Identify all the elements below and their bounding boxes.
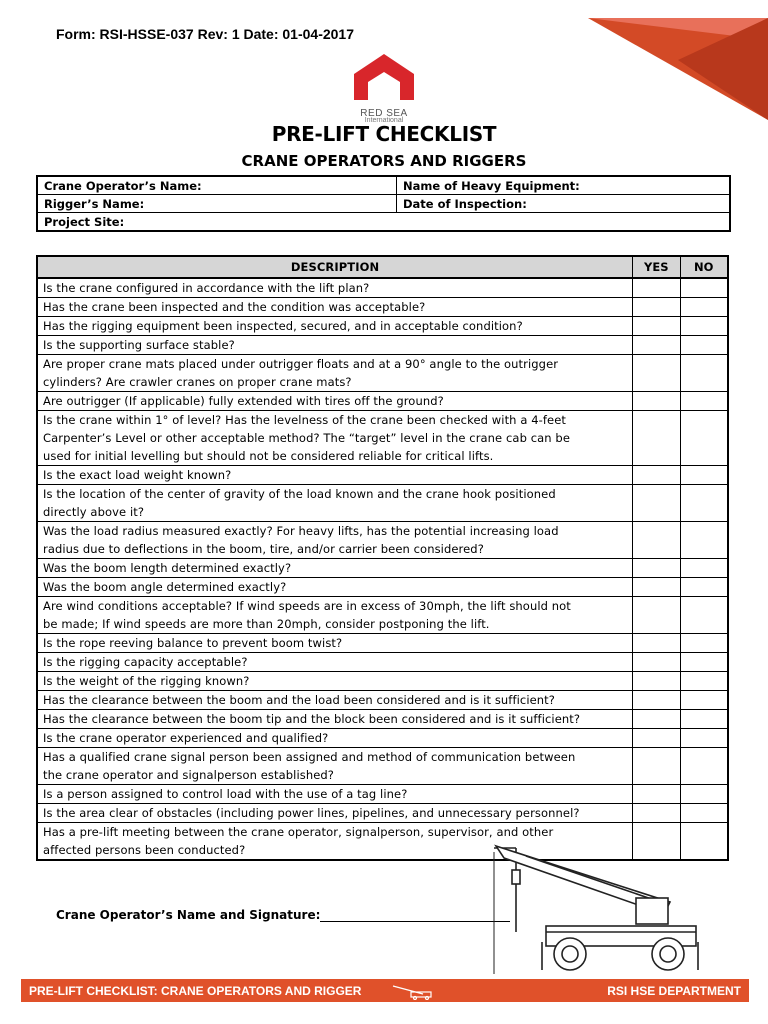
logo-subtext: International <box>364 117 404 124</box>
question-line: Has the clearance between the boom tip and the block been considered and is it sufficient? <box>43 712 581 726</box>
question-line: Has the clearance between the boom and the load been considered and is it sufficient? <box>43 693 555 707</box>
no-header: NO <box>680 256 728 278</box>
yes-checkbox-cell[interactable] <box>633 317 680 336</box>
yes-header: YES <box>633 256 680 278</box>
checklist-question <box>37 653 633 672</box>
yes-checkbox-cell[interactable] <box>633 634 680 653</box>
yes-checkbox-cell[interactable] <box>633 578 680 597</box>
no-checkbox-cell[interactable] <box>680 634 728 653</box>
checklist-row <box>37 355 728 392</box>
checklist-row <box>37 485 728 522</box>
yes-checkbox-cell[interactable] <box>633 466 680 485</box>
info-table <box>36 175 731 232</box>
rigger-name-field[interactable]: Rigger’s Name: <box>37 195 397 213</box>
signature-line[interactable] <box>320 909 510 922</box>
no-checkbox-cell[interactable] <box>680 653 728 672</box>
question-line: Is the rope reeving balance to prevent boom twist? <box>43 636 343 650</box>
question-line: be made; If wind speeds are more than 20mph, consider postponing the lift. <box>43 617 490 631</box>
question-line: Is the area clear of obstacles (including power lines, pipelines, and unnecessary personnel? <box>43 806 580 820</box>
checklist-row <box>37 559 728 578</box>
yes-checkbox-cell[interactable] <box>633 804 680 823</box>
question-line: affected persons been conducted? <box>43 843 246 857</box>
question-line: Has the crane been inspected and the condition was acceptable? <box>43 300 426 314</box>
question-line: Was the load radius measured exactly? For heavy lifts, has the potential increasing load <box>43 524 559 538</box>
no-checkbox-cell[interactable] <box>680 522 728 559</box>
operator-name-field[interactable]: Crane Operator’s Name: <box>37 176 397 195</box>
checklist-question <box>37 298 633 317</box>
question-line: Has the rigging equipment been inspected, secured, and in acceptable condition? <box>43 319 523 333</box>
question-line: Was the boom angle determined exactly? <box>43 580 287 594</box>
question-line: the crane operator and signalperson established? <box>43 768 335 782</box>
question-line: Is the crane operator experienced and qualified? <box>43 731 329 745</box>
checklist-question <box>37 278 633 298</box>
checklist-question <box>37 634 633 653</box>
yes-checkbox-cell[interactable] <box>633 691 680 710</box>
question-line: radius due to deflections in the boom, tire, and/or carrier been considered? <box>43 542 484 556</box>
checklist-table <box>36 255 729 861</box>
checklist-question <box>37 691 633 710</box>
checklist-row <box>37 392 728 411</box>
checklist-question <box>37 485 633 522</box>
checklist-question <box>37 466 633 485</box>
checklist-question <box>37 336 633 355</box>
yes-checkbox-cell[interactable] <box>633 278 680 298</box>
no-checkbox-cell[interactable] <box>680 466 728 485</box>
project-site-field[interactable]: Project Site: <box>37 213 730 232</box>
question-line: Is the location of the center of gravity of the load known and the crane hook positioned <box>43 487 556 501</box>
footer-right-text: RSI HSE DEPARTMENT <box>607 984 741 998</box>
equipment-name-field[interactable]: Name of Heavy Equipment: <box>397 176 731 195</box>
crane-illustration <box>486 842 708 978</box>
checklist-question <box>37 392 633 411</box>
no-checkbox-cell[interactable] <box>680 729 728 748</box>
no-checkbox-cell[interactable] <box>680 691 728 710</box>
no-checkbox-cell[interactable] <box>680 278 728 298</box>
checklist-question <box>37 411 633 466</box>
checklist-row <box>37 748 728 785</box>
checklist-row <box>37 336 728 355</box>
question-line: Is the weight of the rigging known? <box>43 674 250 688</box>
checklist-row <box>37 522 728 559</box>
checklist-row <box>37 298 728 317</box>
footer-left-text: PRE-LIFT CHECKLIST: CRANE OPERATORS AND RIGGER <box>29 984 362 998</box>
yes-checkbox-cell[interactable] <box>633 785 680 804</box>
checklist-row <box>37 710 728 729</box>
checklist-question <box>37 559 633 578</box>
checklist-question <box>37 578 633 597</box>
yes-checkbox-cell[interactable] <box>633 336 680 355</box>
question-line: Has a pre-lift meeting between the crane operator, signalperson, supervisor, and other <box>43 825 554 839</box>
checklist-question <box>37 804 633 823</box>
signature-label: Crane Operator’s Name and Signature: <box>56 908 321 922</box>
yes-checkbox-cell[interactable] <box>633 485 680 522</box>
page-subtitle: CRANE OPERATORS AND RIGGERS <box>241 152 527 170</box>
checklist-row <box>37 597 728 634</box>
question-line: Is the rigging capacity acceptable? <box>43 655 248 669</box>
question-line: Has a qualified crane signal person been assigned and method of communication between <box>43 750 576 764</box>
no-checkbox-cell[interactable] <box>680 559 728 578</box>
checklist-row <box>37 785 728 804</box>
checklist-question <box>37 597 633 634</box>
no-checkbox-cell[interactable] <box>680 392 728 411</box>
description-header: DESCRIPTION <box>37 256 633 278</box>
yes-checkbox-cell[interactable] <box>633 710 680 729</box>
corner-decoration <box>568 0 768 120</box>
checklist-row <box>37 653 728 672</box>
checklist-row <box>37 634 728 653</box>
checklist-row <box>37 411 728 466</box>
question-line: cylinders? Are crawler cranes on proper crane mats? <box>43 375 352 389</box>
checklist-row <box>37 729 728 748</box>
yes-checkbox-cell[interactable] <box>633 653 680 672</box>
no-checkbox-cell[interactable] <box>680 710 728 729</box>
no-checkbox-cell[interactable] <box>680 298 728 317</box>
no-checkbox-cell[interactable] <box>680 672 728 691</box>
yes-checkbox-cell[interactable] <box>633 355 680 392</box>
yes-checkbox-cell[interactable] <box>633 559 680 578</box>
yes-checkbox-cell[interactable] <box>633 729 680 748</box>
checklist-row <box>37 278 728 298</box>
yes-checkbox-cell[interactable] <box>633 298 680 317</box>
yes-checkbox-cell[interactable] <box>633 672 680 691</box>
checklist-question <box>37 710 633 729</box>
checklist-question <box>37 522 633 559</box>
no-checkbox-cell[interactable] <box>680 597 728 634</box>
no-checkbox-cell[interactable] <box>680 317 728 336</box>
question-line: used for initial levelling but should not be considered reliable for critical lifts. <box>43 449 494 463</box>
no-checkbox-cell[interactable] <box>680 804 728 823</box>
inspection-date-field[interactable]: Date of Inspection: <box>397 195 731 213</box>
checklist-question <box>37 672 633 691</box>
checklist-row <box>37 672 728 691</box>
question-line: Is the crane within 1° of level? Has the levelness of the crane been checked with a 4-feet <box>43 413 567 427</box>
no-checkbox-cell[interactable] <box>680 485 728 522</box>
question-line: directly above it? <box>43 505 145 519</box>
checklist-row <box>37 804 728 823</box>
footer-bar <box>21 979 749 1002</box>
question-line: Are proper crane mats placed under outrigger floats and at a 90° angle to the outrigger <box>43 357 559 371</box>
page-title: PRE-LIFT CHECKLIST <box>271 122 497 146</box>
no-checkbox-cell[interactable] <box>680 336 728 355</box>
checklist-question <box>37 355 633 392</box>
no-checkbox-cell[interactable] <box>680 355 728 392</box>
question-line: Are outrigger (If applicable) fully extended with tires off the ground? <box>43 394 444 408</box>
crane-mini-icon <box>389 982 437 1000</box>
checklist-question <box>37 729 633 748</box>
yes-checkbox-cell[interactable] <box>633 411 680 466</box>
question-line: Is a person assigned to control load with the use of a tag line? <box>43 787 408 801</box>
checklist-row <box>37 578 728 597</box>
no-checkbox-cell[interactable] <box>680 785 728 804</box>
question-line: Is the exact load weight known? <box>43 468 232 482</box>
company-logo <box>348 52 420 128</box>
question-line: Is the supporting surface stable? <box>43 338 235 352</box>
checklist-row <box>37 466 728 485</box>
yes-checkbox-cell[interactable] <box>633 748 680 785</box>
yes-checkbox-cell[interactable] <box>633 392 680 411</box>
signature-block <box>56 908 510 922</box>
no-checkbox-cell[interactable] <box>680 748 728 785</box>
yes-checkbox-cell[interactable] <box>633 597 680 634</box>
checklist-row <box>37 691 728 710</box>
question-line: Are wind conditions acceptable? If wind speeds are in excess of 30mph, the lift should not <box>43 599 571 613</box>
question-line: Carpenter’s Level or other acceptable method? The “target” level in the crane cab can be <box>43 431 571 445</box>
no-checkbox-cell[interactable] <box>680 578 728 597</box>
house-logo-icon <box>348 52 420 102</box>
question-line: Is the crane configured in accordance with the lift plan? <box>43 281 370 295</box>
checklist-row <box>37 317 728 336</box>
yes-checkbox-cell[interactable] <box>633 522 680 559</box>
logo-text: RED SEA <box>360 108 408 119</box>
checklist-header-row <box>37 256 728 278</box>
checklist-question <box>37 317 633 336</box>
question-line: Was the boom length determined exactly? <box>43 561 292 575</box>
no-checkbox-cell[interactable] <box>680 411 728 466</box>
form-id: Form: RSI-HSSE-037 Rev: 1 Date: 01-04-2017 <box>56 26 355 42</box>
checklist-question <box>37 748 633 785</box>
checklist-question <box>37 785 633 804</box>
